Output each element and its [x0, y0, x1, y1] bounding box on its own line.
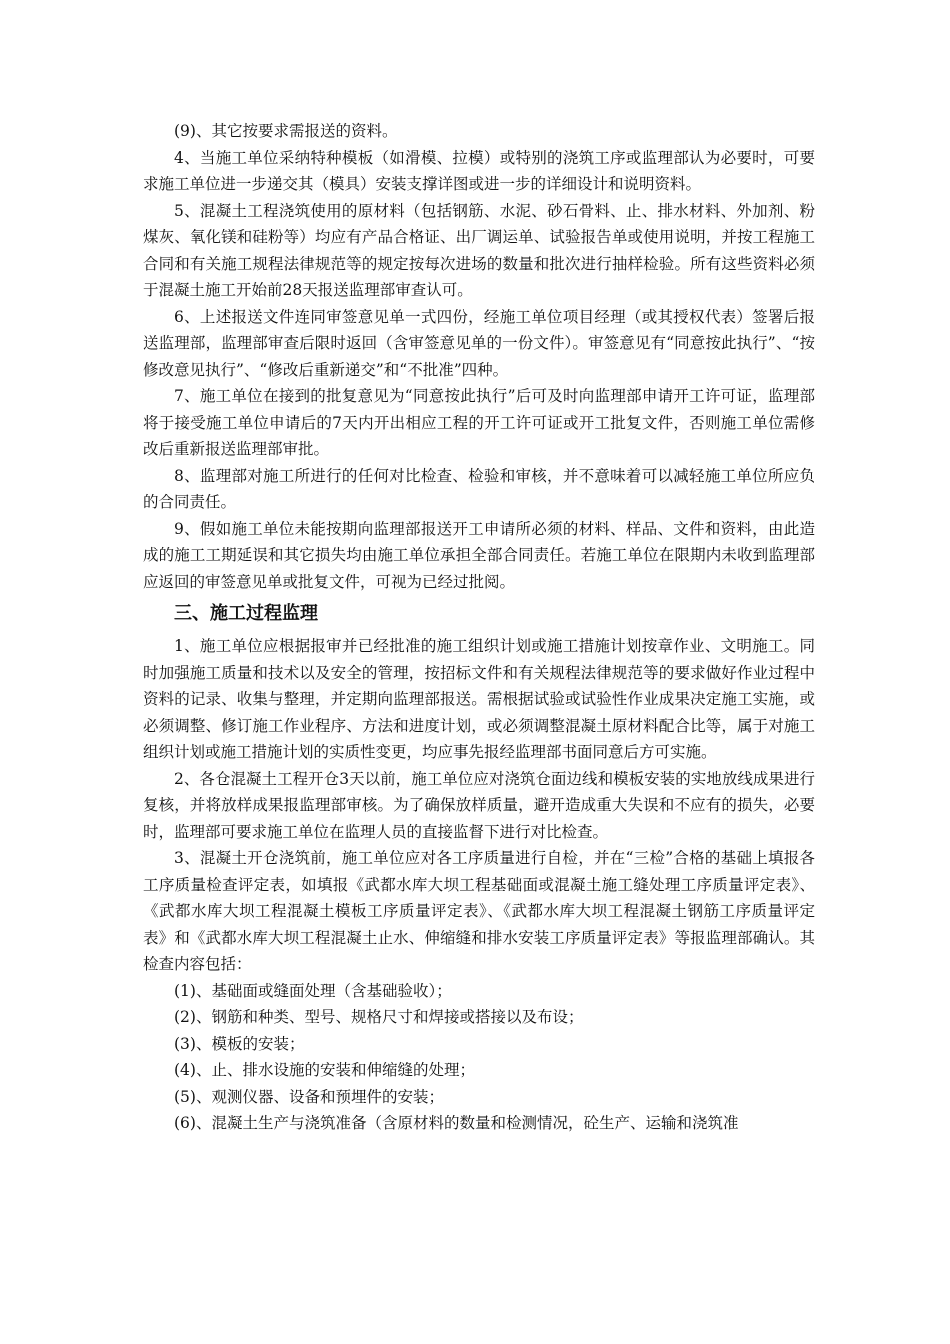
paragraph: 1、施工单位应根据报审并已经批准的施工组织计划或施工措施计划按章作业、文明施工。同时加强施工质量和技术以及安全的管理，按招标文件和有关规程法律规范等的要求做好作业过程中资料的记录、收集与整理，并定期向监理部报送。需根据试验或试验性作业成果决定施工实施，或必须调整、修订施工作业程序、方法和进度计划，或必须调整混凝土原材料配合比等，属于对施工组织计划或施工措施计划的实质性变更，均应事先报经监理部书面同意后方可实施。 [143, 637, 815, 761]
paragraph: 6、上述报送文件连同审签意见单一式四份，经施工单位项目经理（或其授权代表）签署后报送监理部，监理部审查后限时返回（含审签意见单的一份文件）。审签意见有“同意按此执行”、“按修改意见执行”、“修改后重新递交”和“不批准”四种。 [143, 307, 815, 379]
paragraph: 3、混凝土开仓浇筑前，施工单位应对各工序质量进行自检，并在“三检”合格的基础上填报各工序质量检查评定表，如填报《武都水库大坝工程基础面或混凝土施工缝处理工序质量评定表》、《武都水库大坝工程混凝土模板工序质量评定表》、《武都水库大坝工程混凝土钢筋工序质量评定表》和《武都水库大坝工程混凝土止水、伸缩缝和排水安装工序质量评定表》等报监理部确认。其检查内容包括： [143, 849, 815, 973]
paragraph: 7、施工单位在接到的批复意见为“同意按此执行”后可及时向监理部申请开工许可证，监理部将于接受施工单位申请后的7天内开出相应工程的开工许可证或开工批复文件，否则施工单位需修改后重新报送监理部审批。 [143, 387, 815, 458]
list-item: (1)、基础面或缝面处理（含基础验收）； [174, 981, 452, 1000]
list-item: (9)、其它按要求需报送的资料。 [174, 122, 398, 140]
list-item: (5)、观测仪器、设备和预埋件的安装； [174, 1087, 444, 1106]
list-item: (6)、混凝土生产与浇筑准备（含原材料的数量和检测情况，砼生产、运输和浇筑准 [174, 1114, 739, 1132]
paragraph: 8、监理部对施工所进行的任何对比检查、检验和审核，并不意味着可以减轻施工单位所应负的合同责任。 [143, 466, 815, 511]
list-item: (2)、钢筋和种类、型号、规格尺寸和焊接或搭接以及布设； [174, 1008, 584, 1026]
paragraph: 4、当施工单位采纳特种模板（如滑模、拉模）或特别的浇筑工序或监理部认为必要时，可要求施工单位进一步递交其（模具）安装支撑详图或进一步的详细设计和说明资料。 [143, 148, 815, 193]
section-heading: 三、施工过程监理 [174, 603, 318, 624]
paragraph: 5、混凝土工程浇筑使用的原材料（包括钢筋、水泥、砂石骨料、止、排水材料、外加剂、粉煤灰、氧化镁和硅粉等）均应有产品合格证、出厂调运单、试验报告单或使用说明，并按工程施工合同和有关施工规程法律规范等的规定按每次进场的数量和批次进行抽样检验。所有这些资料必须于混凝土施工开始前28天报送监理部审查认可。 [143, 201, 815, 299]
list-item: (4)、止、排水设施的安装和伸缩缝的处理； [174, 1061, 475, 1079]
paragraph: 2、各仓混凝土工程开仓3天以前，施工单位应对浇筑仓面边线和模板安装的实地放线成果进行复核，并将放样成果报监理部审核。为了确保放样质量，避开造成重大失误和不应有的损失，必要时，监理部可要求施工单位在监理人员的直接监督下进行对比检查。 [143, 769, 815, 841]
list-item: (3)、模板的安装； [174, 1034, 305, 1053]
document-page [143, 118, 815, 1137]
paragraph: 9、假如施工单位未能按期向监理部报送开工申请所必须的材料、样品、文件和资料，由此造成的施工工期延误和其它损失均由施工单位承担全部合同责任。若施工单位在限期内未收到监理部应返回的审签意见单或批复文件，可视为已经过批阅。 [143, 519, 815, 591]
